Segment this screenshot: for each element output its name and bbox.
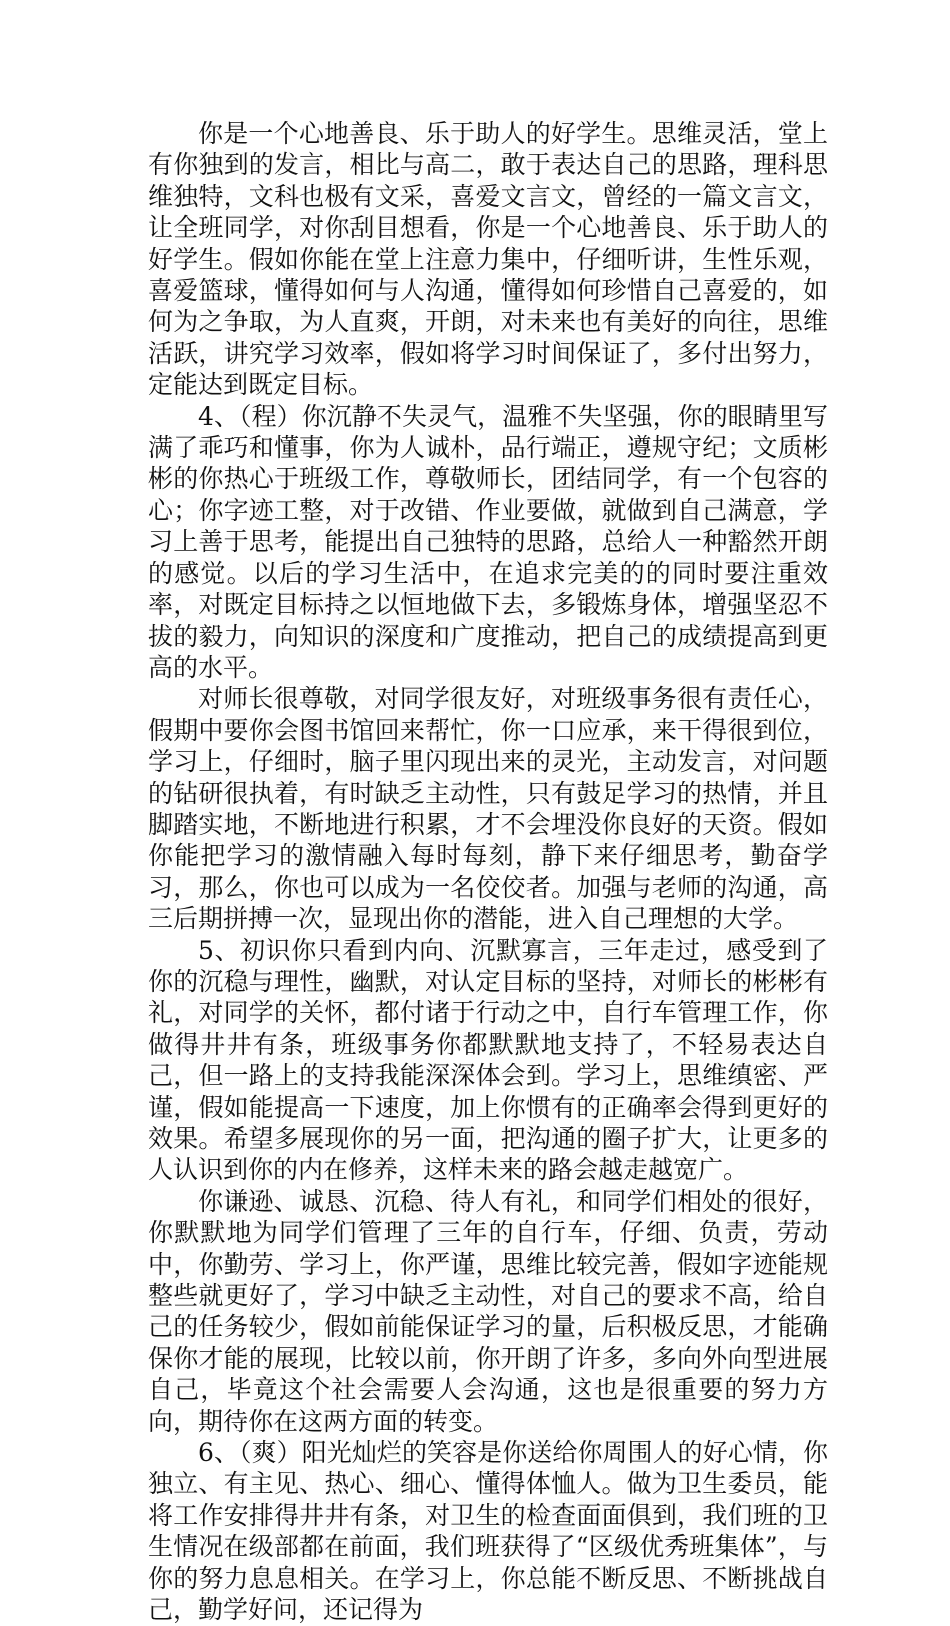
paragraph-1: 你是一个心地善良、乐于助人的好学生。思维灵活，堂上有你独到的发言，相比与高二，敢于表达自己的思路，理科思维独特，文科也极有文采，喜爱文言文，曾经的一篇文言文，让全班同学，对你刮目想看，你是一个心地善良、乐于助人的好学生。假如你能在堂上注意力集中，仔细听讲，生性乐观，喜爱篮球，懂得如何与人沟通，懂得如何珍惜自己喜爱的，如何为之争取，为人直爽，开朗，对未来也有美好的向往，思维活跃，讲究学习效率，假如将学习时间保证了，多付出努力，定能达到既定目标。 xyxy=(148,119,828,400)
paragraph-6: 6、（爽）阳光灿烂的笑容是你送给你周围人的好心情，你独立、有主见、热心、细心、懂得体恤人。做为卫生委员，能将工作安排得井井有条，对卫生的检查面面俱到，我们班的卫生情况在级部都在前面，我们班获得了“区级优秀班集体”，与你的努力息息相关。在学习上，你总能不断反思、不断挑战自己，勤学好问，还记得为 xyxy=(148,1438,828,1625)
paragraph-2: 4、（程）你沉静不失灵气，温雅不失坚强，你的眼睛里写满了乖巧和懂事，你为人诚朴，品行端正，遵规守纪；文质彬彬的你热心于班级工作，尊敬师长，团结同学，有一个包容的心；你字迹工整，对于改错、作业要做，就做到自己满意，学习上善于思考，能提出自己独特的思路，总给人一种豁然开朗的感觉。以后的学习生活中，在追求完美的的同时要注重效率，对既定目标持之以恒地做下去，多锻炼身体，增强坚忍不拔的毅力，向知识的深度和广度推动，把自己的成绩提高到更高的水平。 xyxy=(148,401,828,682)
paragraph-5: 你谦逊、诚恳、沉稳、待人有礼，和同学们相处的很好，你默默地为同学们管理了三年的自行车，仔细、负责，劳动中，你勤劳、学习上，你严谨，思维比较完善，假如字迹能规整些就更好了，学习中缺乏主动性，对自己的要求不高，给自己的任务较少，假如前能保证学习的量，后积极反思，才能确保你才能的展现，比较以前，你开朗了许多，多向外向型进展自己，毕竟这个社会需要人会沟通，这也是很重要的努力方向，期待你在这两方面的转变。 xyxy=(148,1186,828,1436)
paragraph-3: 对师长很尊敬，对同学很友好，对班级事务很有责任心，假期中要你会图书馆回来帮忙，你一口应承，来干得很到位，学习上，仔细时，脑子里闪现出来的灵光，主动发言，对问题的钻研很执着，有时缺乏主动性，只有鼓足学习的热情，并且脚踏实地，不断地进行积累，才不会埋没你良好的天资。假如你能把学习的激情融入每时每刻，静下来仔细思考，勤奋学习，那么，你也可以成为一名佼佼者。加强与老师的沟通，高三后期拼搏一次，显现出你的潜能，进入自己理想的大学。 xyxy=(148,684,828,934)
paragraph-4: 5、初识你只看到内向、沉默寡言，三年走过，感受到了你的沉稳与理性，幽默，对认定目标的坚持，对师长的彬彬有礼，对同学的关怀，都付诸于行动之中，自行车管理工作，你做得井井有条，班级事务你都默默地支持了，不轻易表达自己，但一路上的支持我能深深体会到。学习上，思维缜密、严谨，假如能提高一下速度，加上你惯有的正确率会得到更好的效果。希望多展现你的另一面，把沟通的圈子扩大，让更多的人认识到你的内在修养，这样未来的路会越走越宽广。 xyxy=(148,935,828,1185)
document-body xyxy=(148,118,828,1626)
